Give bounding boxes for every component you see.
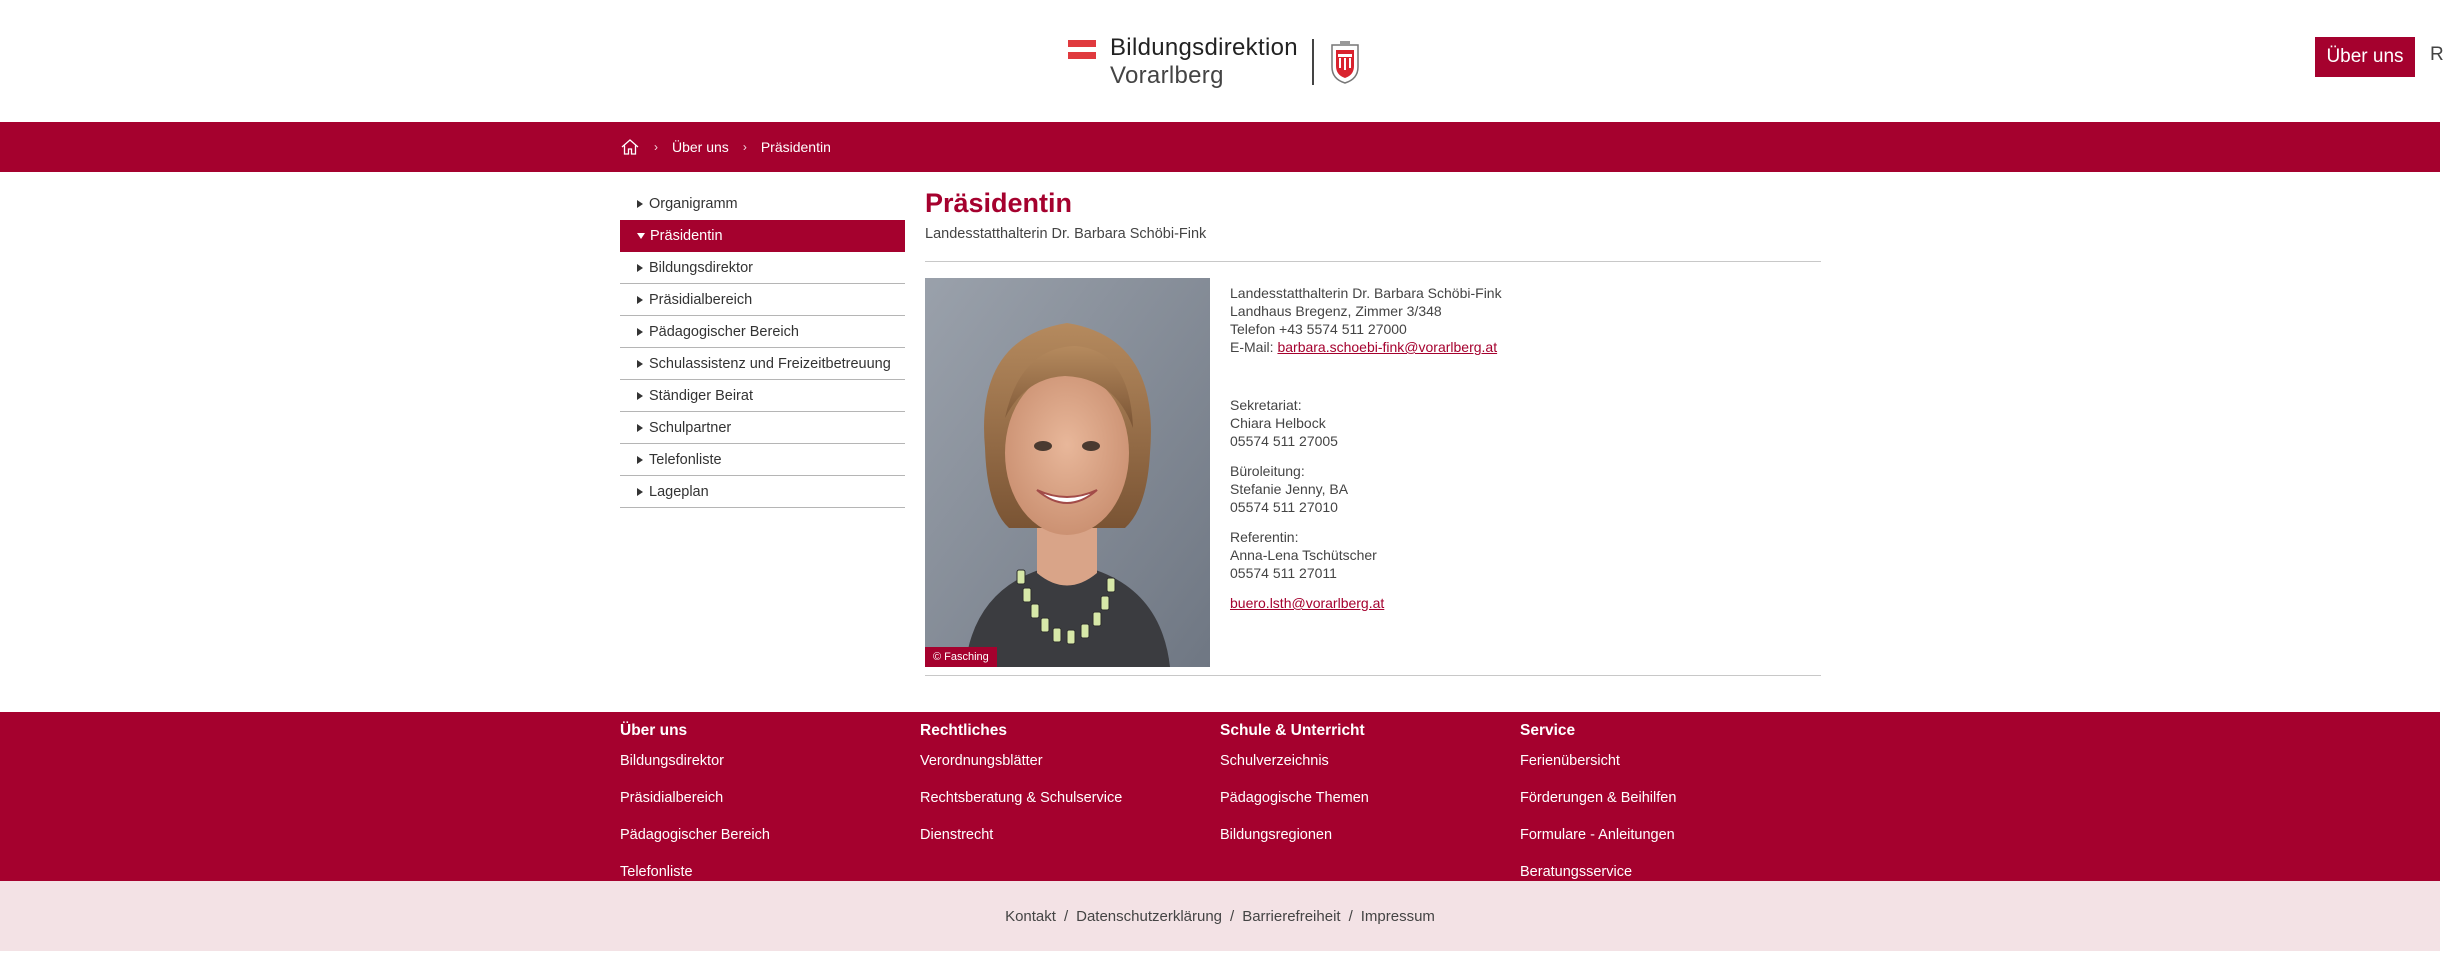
about-us-button[interactable]: Über uns — [2315, 37, 2415, 77]
divider — [925, 261, 1821, 262]
footer-link[interactable]: Schulverzeichnis — [1220, 753, 1329, 769]
portrait-image — [925, 278, 1210, 667]
triangle-right-icon — [637, 328, 643, 336]
page-title: Präsidentin — [925, 188, 1073, 218]
sidebar-item-bildungsdirektor[interactable]: Bildungsdirektor — [620, 252, 905, 284]
triangle-right-icon — [637, 488, 643, 496]
footer-column-school — [1220, 712, 1369, 863]
breadcrumb-bar — [0, 122, 2440, 172]
breadcrumb-item-current[interactable]: Präsidentin — [760, 139, 831, 155]
logo-divider — [1312, 39, 1314, 85]
footer-column-legal — [920, 712, 1122, 863]
site-footer — [0, 712, 2440, 881]
sidebar-item-praesidialbereich[interactable]: Präsidialbereich — [620, 284, 905, 316]
divider — [925, 675, 1821, 676]
footer-link[interactable]: Rechtsberatung & Schulservice — [920, 790, 1123, 806]
triangle-right-icon — [637, 392, 643, 400]
sidebar-nav — [620, 188, 905, 508]
sidebar-item-paedagogischer-bereich[interactable]: Pädagogischer Bereich — [620, 316, 905, 348]
sub-footer — [0, 881, 2440, 951]
contact-info — [1230, 284, 1502, 612]
office-email-link[interactable]: buero.lsth@vorarlberg.at — [1230, 595, 1385, 611]
header-menu-item-cut[interactable]: R — [2430, 44, 2444, 65]
sidebar-item-organigramm[interactable]: Organigramm — [620, 188, 905, 220]
footer-link[interactable]: Beratungsservice — [1520, 864, 1633, 880]
privacy-link[interactable]: Datenschutzerklärung — [1076, 907, 1223, 925]
sidebar-item-praesidentin[interactable]: Präsidentin — [620, 220, 905, 252]
triangle-right-icon — [637, 264, 643, 272]
email-link[interactable]: barbara.schoebi-fink@vorarlberg.at — [1277, 339, 1498, 355]
page-subtitle: Landesstatthalterin Dr. Barbara Schöbi-Fink — [925, 226, 1207, 242]
triangle-down-icon — [637, 233, 645, 239]
photo-credit: © Fasching — [925, 647, 997, 667]
footer-link[interactable]: Telefonliste — [620, 864, 693, 880]
coat-of-arms-icon — [1328, 39, 1362, 85]
footer-heading: Schule & Unterricht — [1220, 722, 1365, 739]
site-logo[interactable] — [1068, 32, 1362, 92]
triangle-right-icon — [637, 296, 643, 304]
secretariat-block: Sekretariat: Chiara Helbock 05574 511 27005 — [1230, 397, 1338, 449]
referent-block: Referentin: Anna-Lena Tschütscher 05574 511 27011 — [1230, 529, 1377, 581]
footer-heading: Über uns — [620, 722, 688, 739]
footer-column-service — [1520, 712, 1676, 900]
breadcrumb — [620, 122, 831, 172]
logo-line2: Vorarlberg — [1110, 62, 1224, 89]
footer-link[interactable]: Formulare - Anleitungen — [1520, 827, 1675, 843]
footer-column-about — [620, 712, 770, 900]
breadcrumb-item-about[interactable]: Über uns — [672, 139, 729, 155]
triangle-right-icon — [637, 456, 643, 464]
contact-address: Landhaus Bregenz, Zimmer 3/348 — [1230, 303, 1442, 319]
sidebar-item-schulpartner[interactable]: Schulpartner — [620, 412, 905, 444]
footer-link[interactable]: Bildungsdirektor — [620, 753, 724, 769]
sidebar-item-staendiger-beirat[interactable]: Ständiger Beirat — [620, 380, 905, 412]
footer-link[interactable]: Dienstrecht — [920, 827, 994, 843]
site-header — [0, 0, 2444, 122]
office-block: Büroleitung: Stefanie Jenny, BA 05574 511 27010 — [1230, 463, 1349, 515]
chevron-right-icon: › — [742, 140, 747, 154]
footer-link[interactable]: Pädagogischer Bereich — [620, 827, 770, 843]
imprint-link[interactable]: Impressum — [1360, 907, 1435, 925]
footer-link[interactable]: Bildungsregionen — [1220, 827, 1333, 843]
footer-heading: Rechtliches — [920, 722, 1008, 739]
legal-links: Kontakt / Datenschutzerklärung / Barrierefreiheit / Impressum — [1005, 907, 1435, 925]
accessibility-link[interactable]: Barrierefreiheit — [1242, 907, 1341, 925]
austrian-flag-icon — [1068, 40, 1096, 62]
footer-link[interactable]: Ferienübersicht — [1520, 753, 1620, 769]
logo-line1: Bildungsdirektion — [1110, 34, 1298, 61]
footer-link[interactable]: Verordnungsblätter — [920, 753, 1043, 769]
sidebar-item-telefonliste[interactable]: Telefonliste — [620, 444, 905, 476]
footer-link[interactable]: Präsidialbereich — [620, 790, 724, 806]
contact-block-main — [1230, 284, 1502, 356]
portrait-photo — [925, 278, 1210, 667]
sidebar-item-lageplan[interactable]: Lageplan — [620, 476, 905, 508]
sidebar-item-schulassistenz[interactable]: Schulassistenz und Freizeitbetreuung — [620, 348, 905, 380]
footer-link[interactable]: Pädagogische Themen — [1220, 790, 1369, 806]
triangle-right-icon — [637, 200, 643, 208]
contact-link[interactable]: Kontakt — [1005, 907, 1056, 925]
contact-name: Landesstatthalterin Dr. Barbara Schöbi-Fink — [1230, 285, 1502, 301]
triangle-right-icon — [637, 424, 643, 432]
footer-heading: Service — [1520, 722, 1576, 739]
home-icon[interactable] — [620, 137, 640, 157]
chevron-right-icon: › — [654, 140, 658, 154]
triangle-right-icon — [637, 360, 643, 368]
footer-link[interactable]: Förderungen & Beihilfen — [1520, 790, 1677, 806]
contact-phone: Telefon +43 5574 511 27000 — [1230, 321, 1407, 337]
email-label: E-Mail: — [1230, 339, 1274, 355]
main-content — [925, 186, 1821, 663]
